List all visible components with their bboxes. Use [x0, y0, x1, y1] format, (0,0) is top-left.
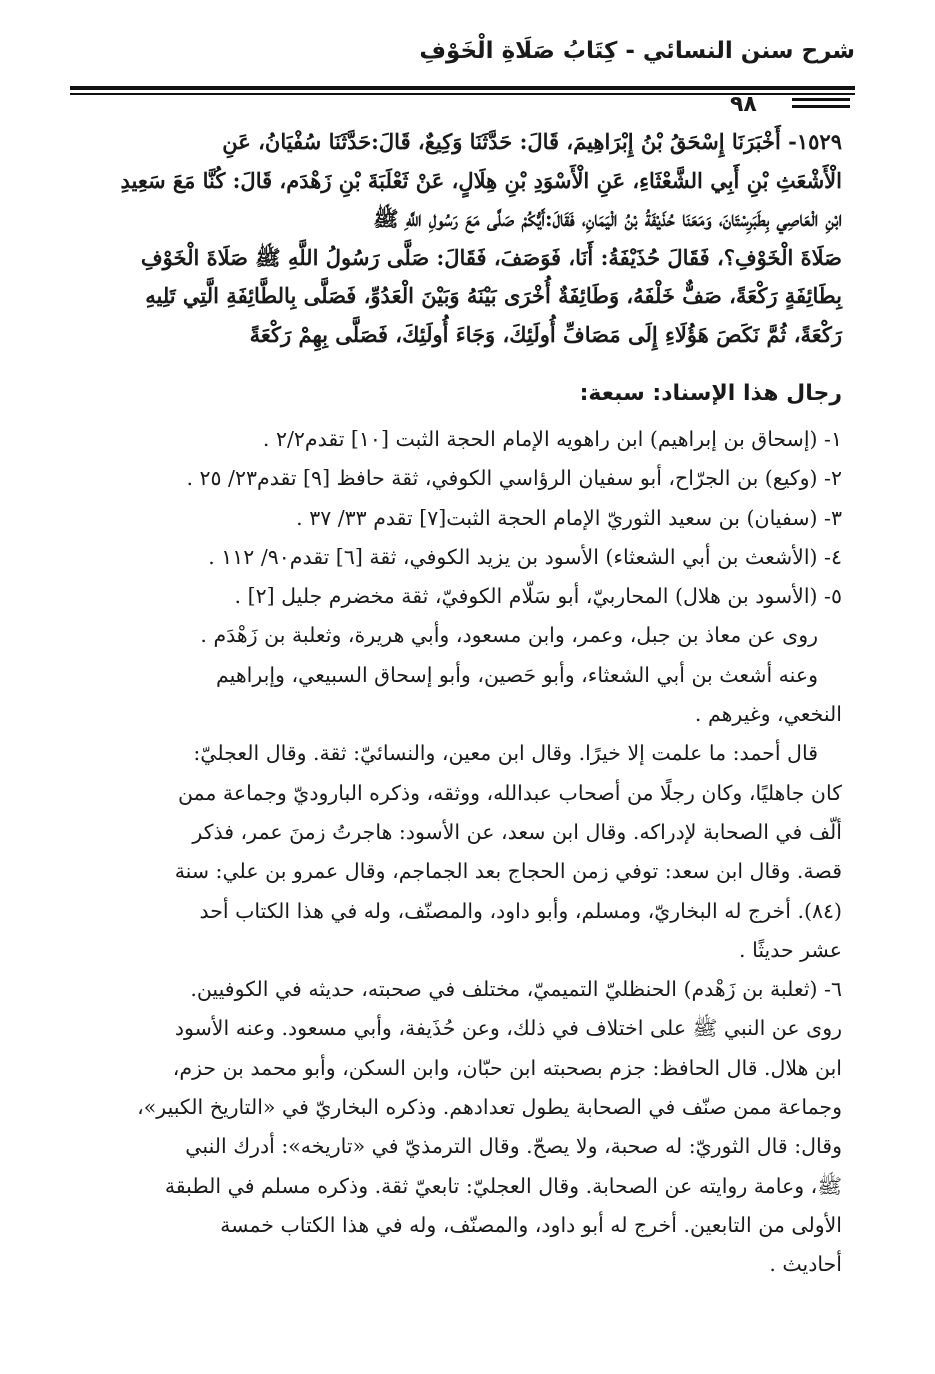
hadith-line: بِطَائِفَةٍ رَكْعَةً، صَفٌّ خَلْفَهُ، وَطَائِفَةٌ أُخْرَى بَيْنَهُ وَبَيْنَ الْعَدُوِّ، فَصَلَّى بِالطَّائِفَةِ الَّتِي تَلِيهِ	[145, 283, 842, 308]
narrator-entry: ٤- (الأشعث بن أبي الشعثاء) الأسود بن يزيد الكوفي، ثقة [٦] تقدم٩٠/ ١١٢ .	[208, 544, 842, 569]
body-line: وعنه أشعث بن أبي الشعثاء، وأبو حَصين، وأبو إسحاق السبيعي، وإبراهيم	[215, 662, 818, 687]
body-line: عشر حديثًا .	[739, 937, 842, 962]
body-line: أحاديث .	[769, 1252, 842, 1277]
body-line: روى عن النبي ﷺ على اختلاف في ذلك، وعن حُذَيفة، وأبي مسعود. وعنه الأسود	[174, 1016, 842, 1041]
narrator-entry: ١- (إسحاق بن إبراهيم) ابن راهويه الإمام الحجة الثبت [١٠] تقدم٢/٢ .	[262, 427, 842, 451]
hadith-line: ابْنِ الْعَاصِي بِطَبَرِسْتَانَ، وَمَعَنَا حُذَيْفَةُ بْنُ الْيَمَانِ، فَقَالَ:أَيُّكُمْ صَلَّى مَعَ رَسُولِ اللَّهِ ﷺ	[373, 206, 842, 231]
running-header	[70, 38, 855, 96]
header-title: شرح سنن النسائي - كِتَابُ صَلَاةِ الْخَوْفِ	[419, 38, 855, 64]
narrator-entry: ٣- (سفيان) بن سعيد الثوريّ الإمام الحجة الثبت[٧] تقدم ٣٣/ ٣٧ .	[296, 505, 842, 530]
narrator-entry: ٢- (وكيع) بن الجرّاح، أبو سفيان الرؤاسي الكوفي، ثقة حافظ [٩] تقدم٢٣/ ٢٥ .	[186, 466, 842, 491]
body-line: ألّف في الصحابة لإدراكه. وقال ابن سعد، عن الأسود: هاجرتُ زمنَ عمر، فذكر	[192, 819, 842, 844]
narrator-entry: ٦- (ثعلبة بن زَهْدم) الحنظليّ التميميّ، مختلف في صحبته، حديثه في الكوفيين.	[190, 977, 842, 1002]
header-rule-thick	[70, 86, 855, 90]
section-heading: رجال هذا الإسناد: سبعة:	[579, 381, 842, 406]
body-line: (٨٤). أخرج له البخاريّ، ومسلم، وأبو داود، والمصنّف، وله في هذا الكتاب أحد	[199, 898, 842, 923]
body-line: ابن هلال. قال الحافظ: جزم بصحبته ابن حبّان، وابن السكن، وأبو محمد بن حزم،	[172, 1055, 842, 1080]
hadith-text	[62, 123, 842, 354]
hadith-line: ١٥٢٩- أَخْبَرَنَا إِسْحَقُ بْنُ إِبْرَاهِيمَ، قَالَ: حَدَّثَنَا وَكِيعٌ، قَالَ:حَدَّثَنَا سُفْيَانُ، عَنِ	[222, 129, 842, 154]
body-line: قال أحمد: ما علمت إلا خيرًا. وقال ابن معين، والنسائيّ: ثقة. وقال العجليّ:	[193, 741, 818, 766]
page-number-rule	[792, 105, 850, 108]
page-number-block	[700, 92, 850, 122]
narrators-body	[62, 420, 842, 1285]
hadith-line: الْأَشْعَثِ بْنِ أَبِي الشَّعْثَاءِ، عَنِ الْأَسْوَدِ بْنِ هِلَالٍ، عَنْ ثَعْلَبَةَ بْنِ زَهْدَم، قَالَ: كُنَّا مَعَ سَعِيدِ	[120, 167, 842, 193]
body-line: روى عن معاذ بن جبل، وعمر، وابن مسعود، وأبي هريرة، وثعلبة بن زَهْدَم .	[200, 623, 818, 648]
body-line: الأولى من التابعين. أخرج له أبو داود، والمصنّف، وله في هذا الكتاب خمسة	[220, 1212, 842, 1237]
hadith-line: صَلَاةَ الْخَوْفِ؟، فَقَالَ حُذَيْفَةُ: أَنَا، فَوَصَفَ، فَقَالَ: صَلَّى رَسُولُ اللَّهِ ﷺ صَلَاةَ الْخَوْفِ	[140, 244, 842, 270]
hadith-line: رَكْعَةً، ثُمَّ نَكَصَ هَؤُلَاءِ إِلَى مَصَافِّ أُولَئِكَ، وَجَاءَ أُولَئِكَ، فَصَلَّى بِهِمْ رَكْعَةً	[249, 321, 842, 347]
narrator-entry: ٥- (الأسود بن هلال) المحاربيّ، أبو سَلّام الكوفيّ، ثقة مخضرم جليل [٢] .	[234, 584, 842, 609]
narrators-section	[62, 374, 842, 414]
body-line: ﷺ، وعامة روايته عن الصحابة. وقال العجليّ: تابعيّ ثقة. وذكره مسلم في الطبقة	[164, 1173, 842, 1198]
page-number-rule	[792, 98, 850, 101]
body-line: كان جاهليًا، وكان رجلًا من أصحاب عبدالله، ووثقه، وذكره الباروديّ وجماعة ممن	[177, 780, 842, 805]
page-number: ٩٨	[730, 92, 757, 117]
body-line: وقال: قال الثوريّ: له صحبة، ولا يصحّ. وقال الترمذيّ في «تاريخه»: أدرك النبي	[185, 1134, 842, 1159]
body-line: قصة. وقال ابن سعد: توفي زمن الحجاج بعد الجماجم، وقال عمرو بن علي: سنة	[174, 859, 842, 884]
body-line: وجماعة ممن صنّف في الصحابة يطول تعدادهم. وذكره البخاريّ في «التاريخ الكبير»،	[137, 1095, 842, 1120]
body-line: النخعي، وغيرهم .	[694, 702, 842, 727]
